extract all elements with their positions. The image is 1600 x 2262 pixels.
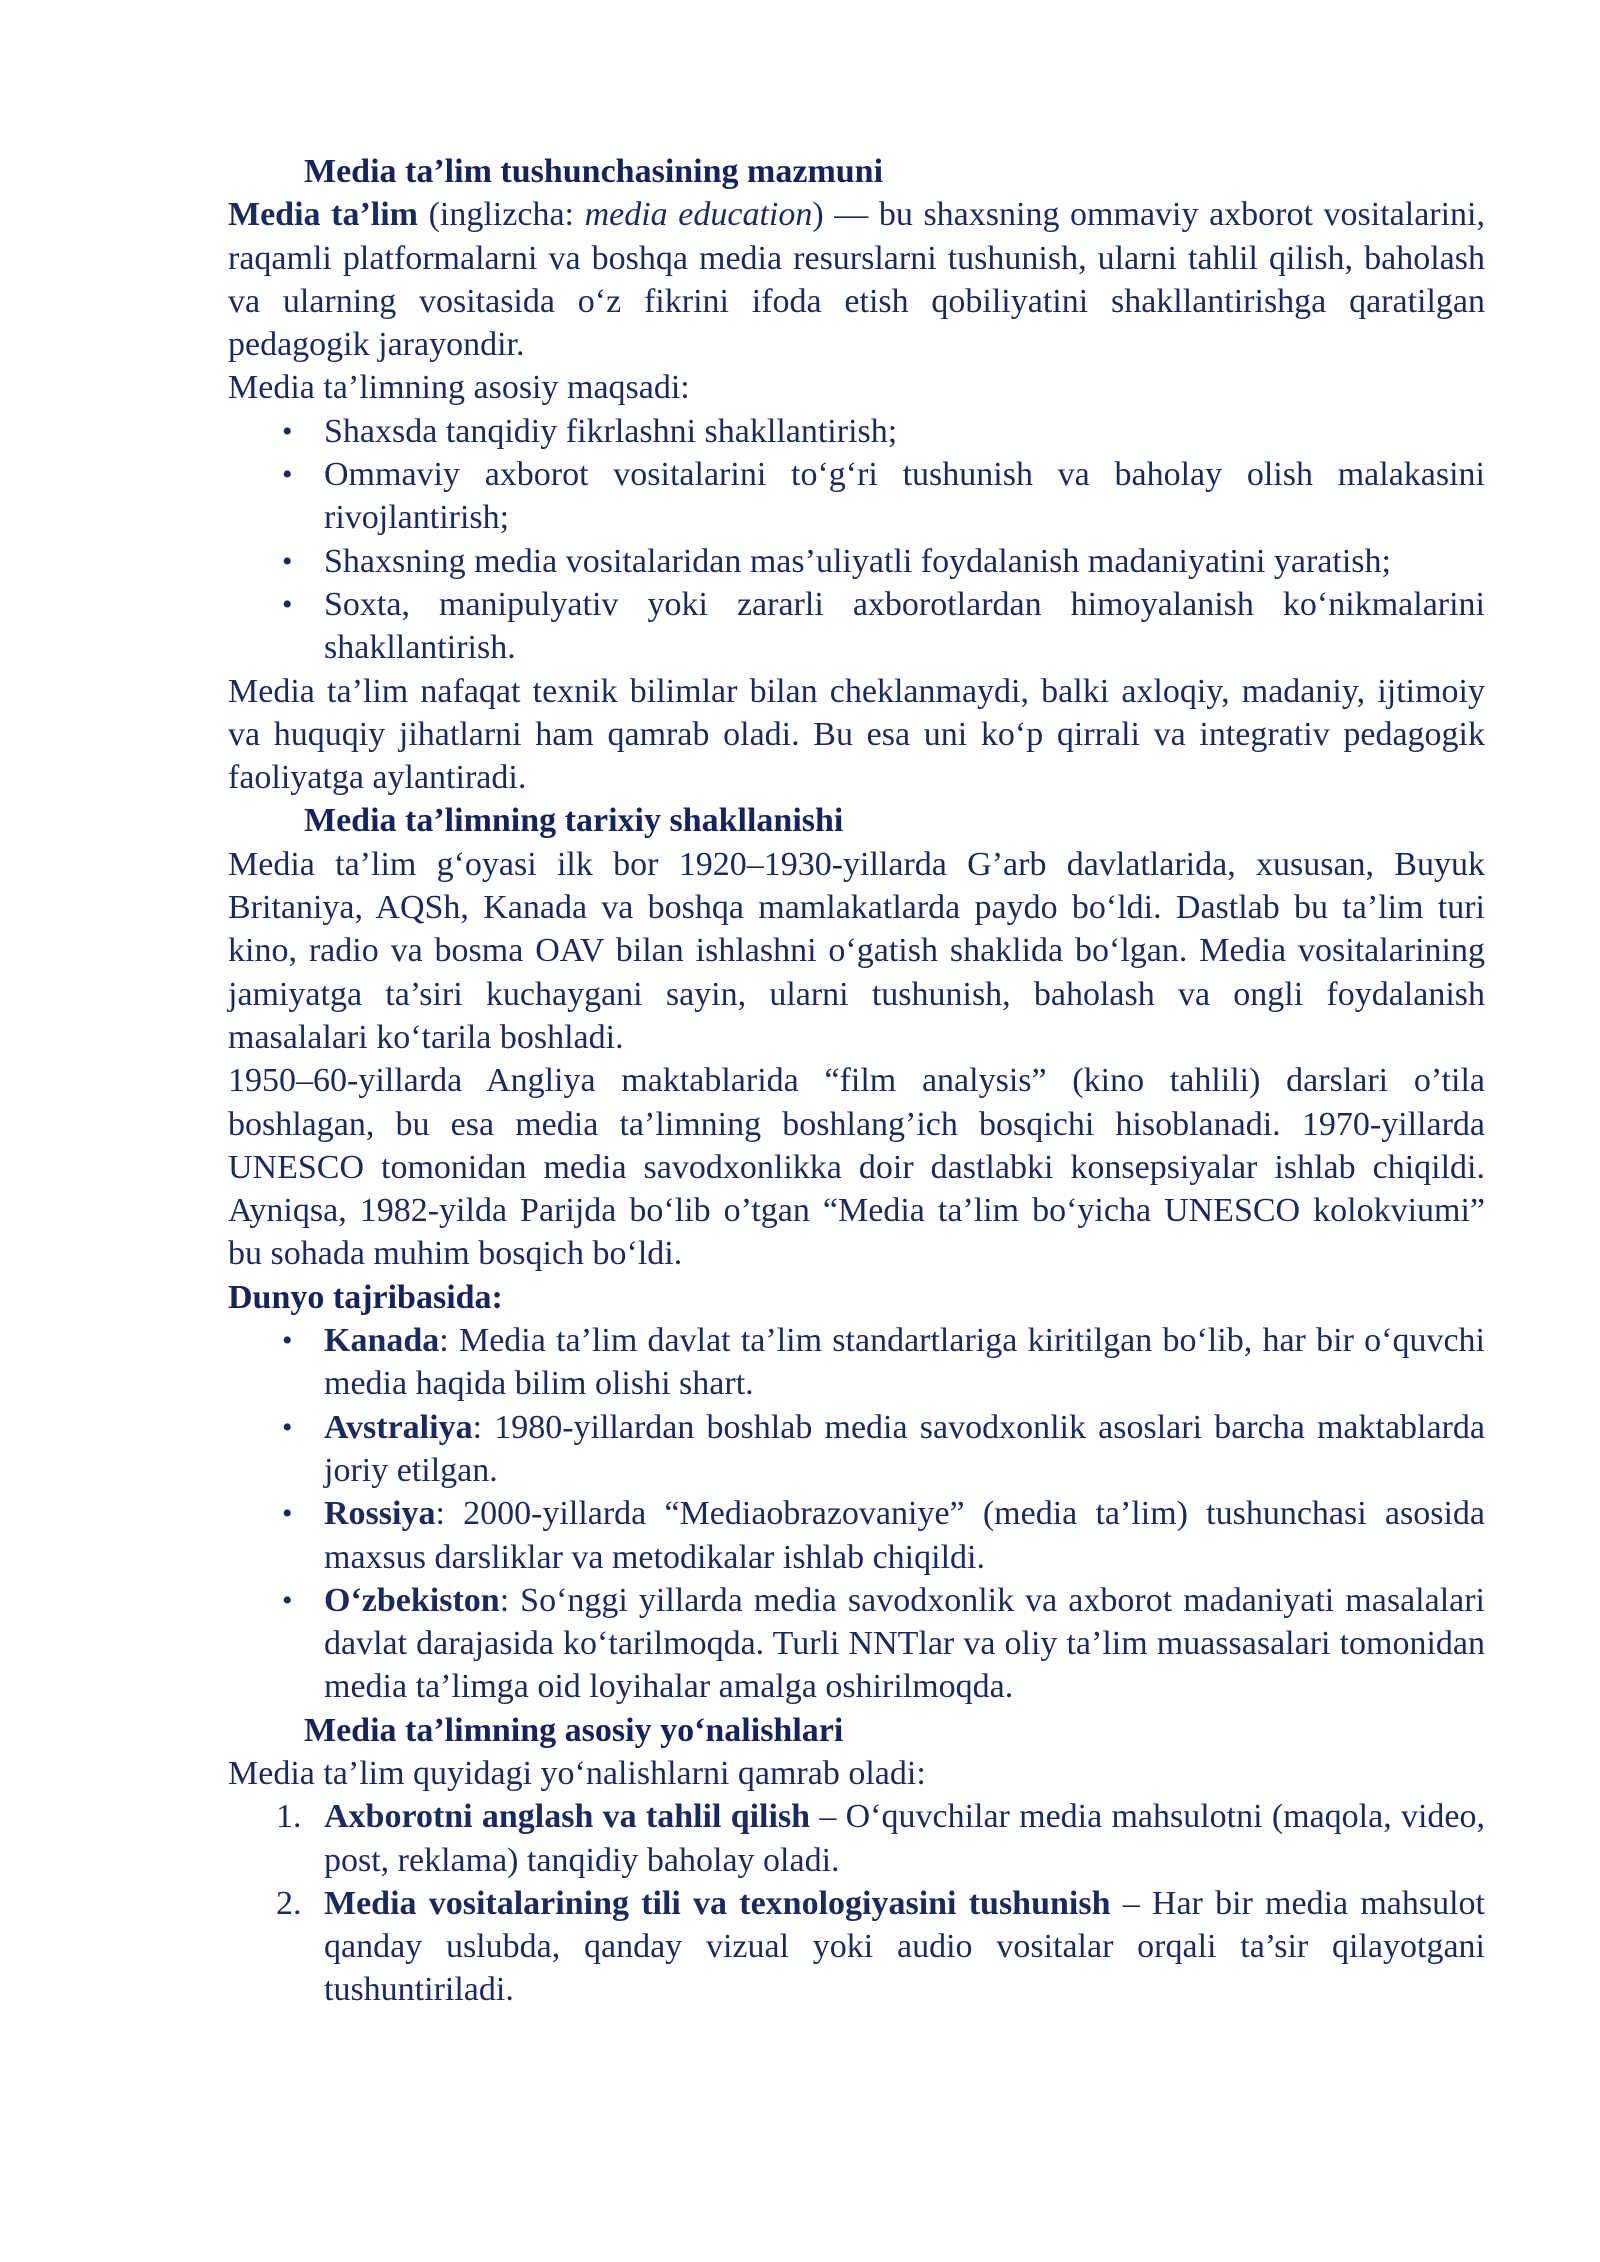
world-experience-list (228, 1319, 1485, 1709)
goal-item (228, 583, 1485, 670)
country-name: Avstraliya (324, 1408, 473, 1446)
world-experience-title: Dunyo tajribasida: (228, 1278, 503, 1316)
country-text: : So‘nggi yillarda media savodxonlik va axborot madaniyati masalalari davlat darajasida ko‘tarilmoqda. Turli NNTlar va oliy ta’lim muassasalari tomonidan media ta’limga oid loyihalar amalga oshirilmoqda. (324, 1581, 1485, 1706)
section-heading-directions: Media ta’limning asosiy yo‘nalishlari (304, 1711, 844, 1749)
intro-paragraph (228, 193, 1485, 366)
goal-text: Soxta, manipulyativ yoki zararli axborotlardan himoyalanish ko‘nikmalarini shakllantirish. (324, 585, 1485, 667)
direction-title: Media vositalarining tili va texnologiyasini tushunish (324, 1884, 1111, 1922)
section-heading-concept: Media ta’lim tushunchasining mazmuni (304, 153, 884, 190)
country-text: : 1980-yillardan boshlab media savodxonlik asoslari barcha maktablarda joriy etilgan. (324, 1408, 1485, 1489)
goal-text: Shaxsning media vositalaridan mas’uliyatli foydalanish madaniyatini yaratish; (324, 542, 1391, 580)
direction-title: Axborotni anglash va tahlil qilish (324, 1798, 811, 1836)
bullet-icon: • (282, 587, 293, 621)
scope-paragraph: Media ta’lim nafaqat texnik bilimlar bilan cheklanmaydi, balki axloqiy, madaniy, ijtimoiy va huquqiy jihatlarni ham qamrab oladi. Bu esa uni ko‘p qirrali va integrativ pedagogik faoliyatga aylantiradi. (228, 672, 1485, 797)
goal-text: Shaxsda tanqidiy fikrlashni shakllantirish; (324, 412, 898, 450)
document-body (228, 150, 1485, 2012)
history-paragraph-2: 1950–60-yillarda Angliya maktablarida “film analysis” (kino tahlili) darslari o’tila boshlagan, bu esa media ta’limning boshlang’ich bosqichi hisoblanadi. 1970-yillarda UNESCO tomonidan media savodxonlikka doir dastlabki konsepsiyalar ishlab chiqildi. Ayniqsa, 1982-yilda Parijda bo‘lib o’tgan “Media ta’lim bo‘yicha UNESCO kolokviumi” bu sohada muhim bosqich bo‘ldi. (228, 1062, 1485, 1273)
direction-item (228, 1882, 1485, 2012)
country-text: : 2000-yillarda “Mediaobrazovaniye” (media ta’lim) tushunchasi asosida maxsus darsliklar va metodikalar ishlab chiqildi. (324, 1495, 1485, 1576)
intro-paren-open: (inglizcha: (418, 196, 585, 234)
direction-text: – O‘quvchilar media mahsulotni (maqola, video, post, reklama) tanqidiy baholay oladi. (324, 1798, 1486, 1879)
country-text: : Media ta’lim davlat ta’lim standartlariga kiritilgan bo‘lib, har bir o‘quvchi media haqida bilim olishi shart. (324, 1322, 1485, 1403)
bullet-icon: • (282, 1497, 293, 1531)
direction-number: 2. (276, 1884, 302, 1922)
goal-text: Ommaviy axborot vositalarini to‘g‘ri tushunish va baholay olish malakasini rivojlantirish; (324, 456, 1485, 537)
history-paragraph-1: Media ta’lim g‘oyasi ilk bor 1920–1930-yillarda G’arb davlatlarida, xususan, Buyuk Britaniya, AQSh, Kanada va boshqa mamlakatlarda paydo bo‘ldi. Dastlab bu ta’lim turi kino, radio va bosma OAV bilan ishlashni o‘gatish shaklida bo‘lgan. Media vositalarining jamiyatga ta’siri kuchaygani sayin, ularni tushunish, baholash va ongli foydalanish masalalari ko‘tarila boshladi. (228, 845, 1485, 1056)
bullet-icon: • (282, 458, 293, 492)
country-item (228, 1319, 1485, 1406)
goal-item (228, 540, 1485, 583)
goals-list (228, 410, 1485, 670)
intro-definition: ) — bu shaxsning ommaviy axborot vositalarini, raqamli platformalarni va boshqa media resurslarni tushunish, ularni tahlil qilish, baholash va ularning vositasida o‘z fikrini ifoda etish qobiliyatini shakllantirishga qaratilgan pedagogik jarayondir. (228, 196, 1485, 364)
intro-term: Media ta’lim (228, 196, 418, 234)
country-item (228, 1579, 1485, 1709)
bullet-icon: • (282, 544, 293, 578)
direction-text: – Har bir media mahsulot qanday uslubda, qanday vizual yoki audio vositalar orqali ta’sir qilayotgani tushuntiriladi. (324, 1884, 1485, 2009)
country-name: Kanada (324, 1322, 440, 1360)
bullet-icon: • (282, 1324, 293, 1358)
country-name: Rossiya (324, 1495, 436, 1533)
bullet-icon: • (282, 414, 293, 448)
country-item (228, 1492, 1485, 1579)
goal-item (228, 410, 1485, 453)
bullet-icon: • (282, 1410, 293, 1444)
directions-list (228, 1795, 1485, 2011)
direction-number: 1. (276, 1798, 302, 1836)
direction-item (228, 1795, 1485, 1882)
country-name: O‘zbekiston (324, 1581, 500, 1619)
country-item (228, 1406, 1485, 1493)
goals-title: Media ta’limning asosiy maqsadi: (228, 369, 690, 407)
intro-term-english: media education (584, 196, 813, 234)
directions-intro: Media ta’lim quyidagi yo‘nalishlarni qamrab oladi: (228, 1754, 926, 1792)
bullet-icon: • (282, 1583, 293, 1617)
section-heading-history: Media ta’limning tarixiy shakllanishi (304, 802, 844, 840)
goal-item (228, 453, 1485, 540)
